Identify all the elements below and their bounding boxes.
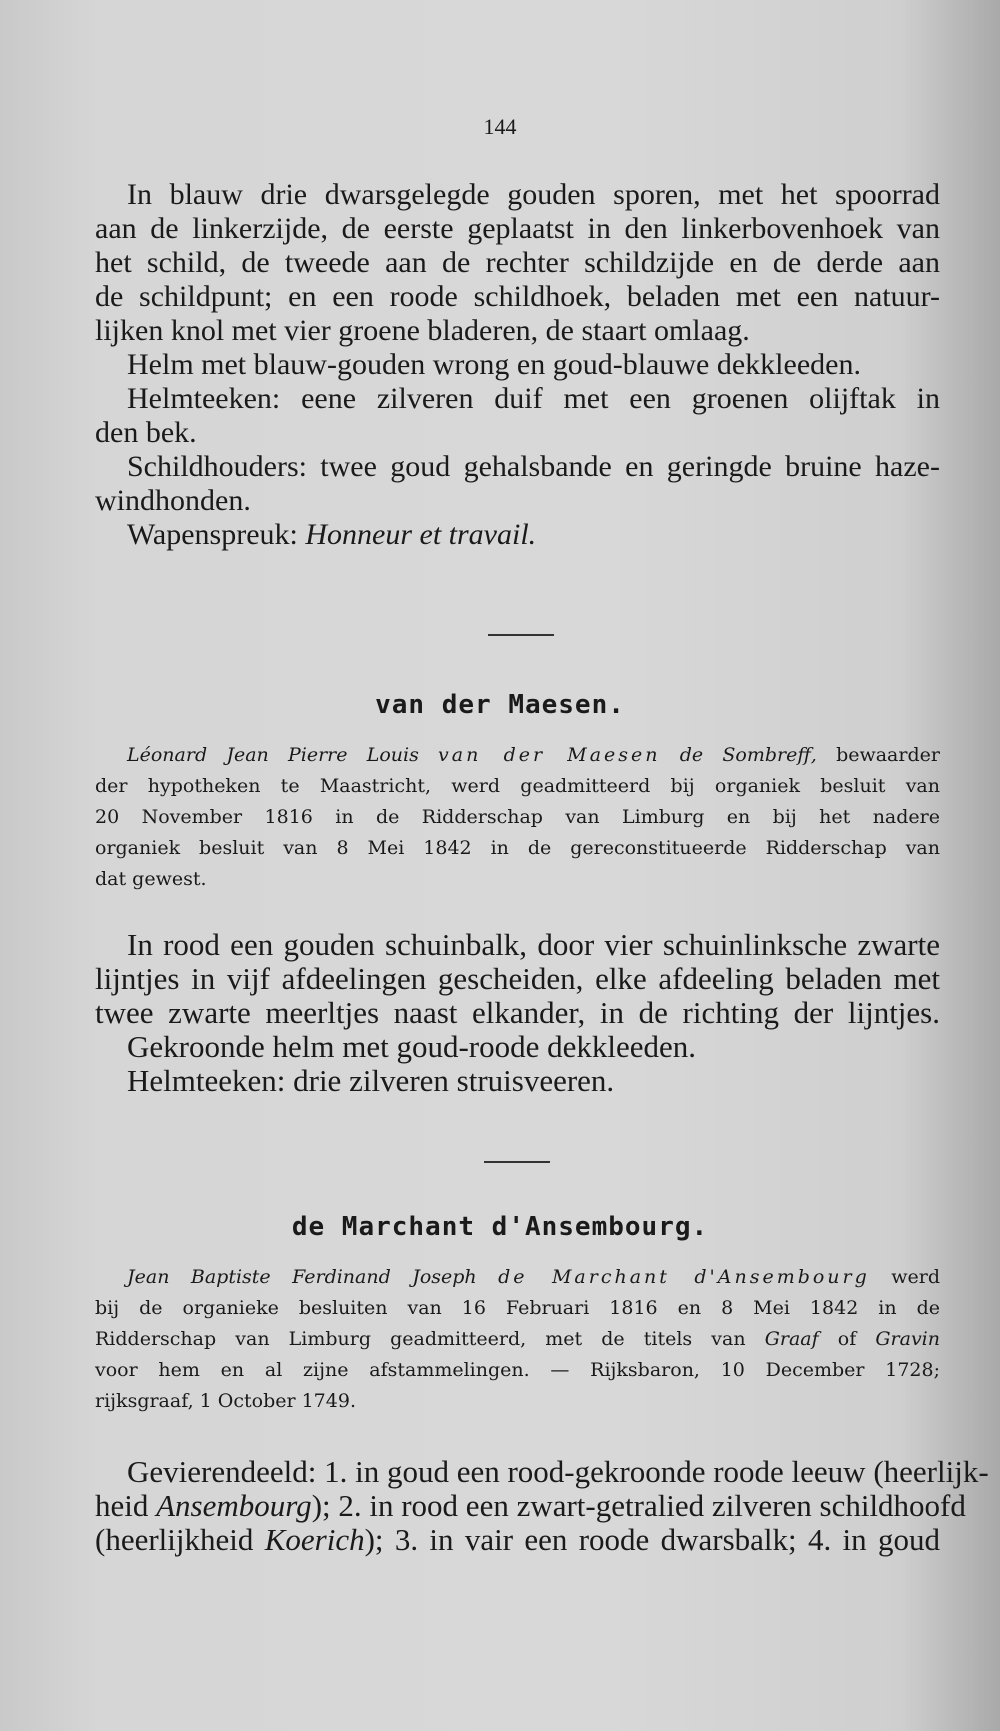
text-line: Gevierendeeld: 1. in goud een rood-gekroonde roode leeuw (heerlijk- xyxy=(127,1454,989,1489)
section-heading-van-der-maesen: van der Maesen. xyxy=(375,690,625,720)
section-divider xyxy=(484,1161,550,1163)
helmteeken-line: Helmteeken: eene zilveren duif met een groenen olijftak in xyxy=(127,382,940,415)
person-name: Léonard Jean Pierre Louis xyxy=(127,744,419,766)
helm-line: Helm met blauw-gouden wrong en goud-blauwe dekkleeden. xyxy=(127,348,861,381)
intro-line xyxy=(95,1324,940,1355)
section-previous-arms xyxy=(95,178,940,552)
schildhouders-line: windhonden. xyxy=(95,484,251,517)
section-van-der-maesen-arms xyxy=(95,928,940,1098)
section-de-marchant-intro xyxy=(95,1262,940,1417)
intro-line xyxy=(95,740,940,771)
intro-text: bewaarder xyxy=(836,744,940,766)
helmteeken-line: den bek. xyxy=(95,416,197,449)
text-line xyxy=(95,1523,940,1557)
intro-line: voor hem en al zijne afstammelingen. — Rijksbaron, 10 December 1728; xyxy=(95,1359,940,1381)
wapenspreuk-line xyxy=(95,518,940,552)
text-fragment: (heerlijkheid xyxy=(95,1522,254,1557)
section-de-marchant-arms xyxy=(95,1454,989,1557)
schildhouders-line: Schildhouders: twee goud gehalsbande en geringde bruine haze- xyxy=(127,450,940,483)
text-fragment: ); 3. in vair een roode dwarsbalk; 4. in goud xyxy=(364,1522,940,1557)
text-line: lijken knol met vier groene bladeren, de staart omlaag. xyxy=(95,314,750,347)
wapenspreuk-label: Wapenspreuk: xyxy=(127,518,298,551)
place-name: Koerich xyxy=(264,1522,365,1557)
intro-line: der hypotheken te Maastricht, werd geadmitteerd bij organiek besluit van xyxy=(95,775,940,797)
intro-line: 20 November 1816 in de Ridderschap van Limburg en bij het nadere xyxy=(95,806,940,828)
text-line: aan de linkerzijde, de eerste geplaatst in den linkerbovenhoek van xyxy=(95,212,940,245)
helm-line: Gekroonde helm met goud-roode dekkleeden. xyxy=(127,1029,697,1064)
wapenspreuk-motto: Honneur et travail. xyxy=(305,518,537,551)
text-fragment: heid xyxy=(95,1488,149,1523)
intro-line: bij de organieke besluiten van 16 Februari 1816 en 8 Mei 1842 in de xyxy=(95,1297,940,1319)
family-name: van der Maesen xyxy=(438,744,661,766)
text-line: In rood een gouden schuinbalk, door vier schuinlinksche zwarte xyxy=(127,927,940,962)
text-fragment: ); 2. in rood een zwart-getralied zilveren schildhoofd xyxy=(311,1488,966,1523)
text-line: lijntjes in vijf afdeelingen gescheiden, elke afdeeling beladen met xyxy=(95,961,940,996)
person-name: Jean Baptiste Ferdinand Joseph xyxy=(127,1266,477,1288)
section-heading-de-marchant: de Marchant d'Ansembourg. xyxy=(291,1212,709,1242)
family-name: de Marchant d'Ansembourg xyxy=(498,1266,870,1288)
intro-line: rijksgraaf, 1 October 1749. xyxy=(95,1390,356,1412)
intro-line: organiek besluit van 8 Mei 1842 in de gereconstitueerde Ridderschap van xyxy=(95,837,940,859)
helmteeken-line: Helmteeken: drie zilveren struisveeren. xyxy=(127,1063,615,1098)
text-line: In blauw drie dwarsgelegde gouden sporen, met het spoorrad xyxy=(127,178,940,211)
intro-text: werd xyxy=(891,1266,941,1288)
section-divider xyxy=(488,634,554,636)
text-line: de schildpunt; en een roode schildhoek, beladen met een natuur- xyxy=(95,280,940,313)
text-line: twee zwarte meerltjes naast elkander, in de richting der lijntjes. xyxy=(95,995,940,1030)
text-line xyxy=(95,1488,966,1523)
title-gravin: Gravin xyxy=(875,1328,940,1350)
intro-text: Ridderschap van Limburg geadmitteerd, met de titels van xyxy=(95,1328,746,1350)
intro-line: dat gewest. xyxy=(95,868,207,890)
title-graaf: Graaf xyxy=(764,1328,819,1350)
intro-line xyxy=(95,1262,940,1293)
place-name: Ansembourg xyxy=(156,1488,312,1523)
text-line: het schild, de tweede aan de rechter schildzijde en de derde aan xyxy=(95,246,940,279)
section-van-der-maesen-intro xyxy=(95,740,940,895)
intro-text: of xyxy=(837,1328,857,1350)
page-number: 144 xyxy=(483,114,517,139)
person-name-suffix: de Sombreff, xyxy=(679,744,817,766)
